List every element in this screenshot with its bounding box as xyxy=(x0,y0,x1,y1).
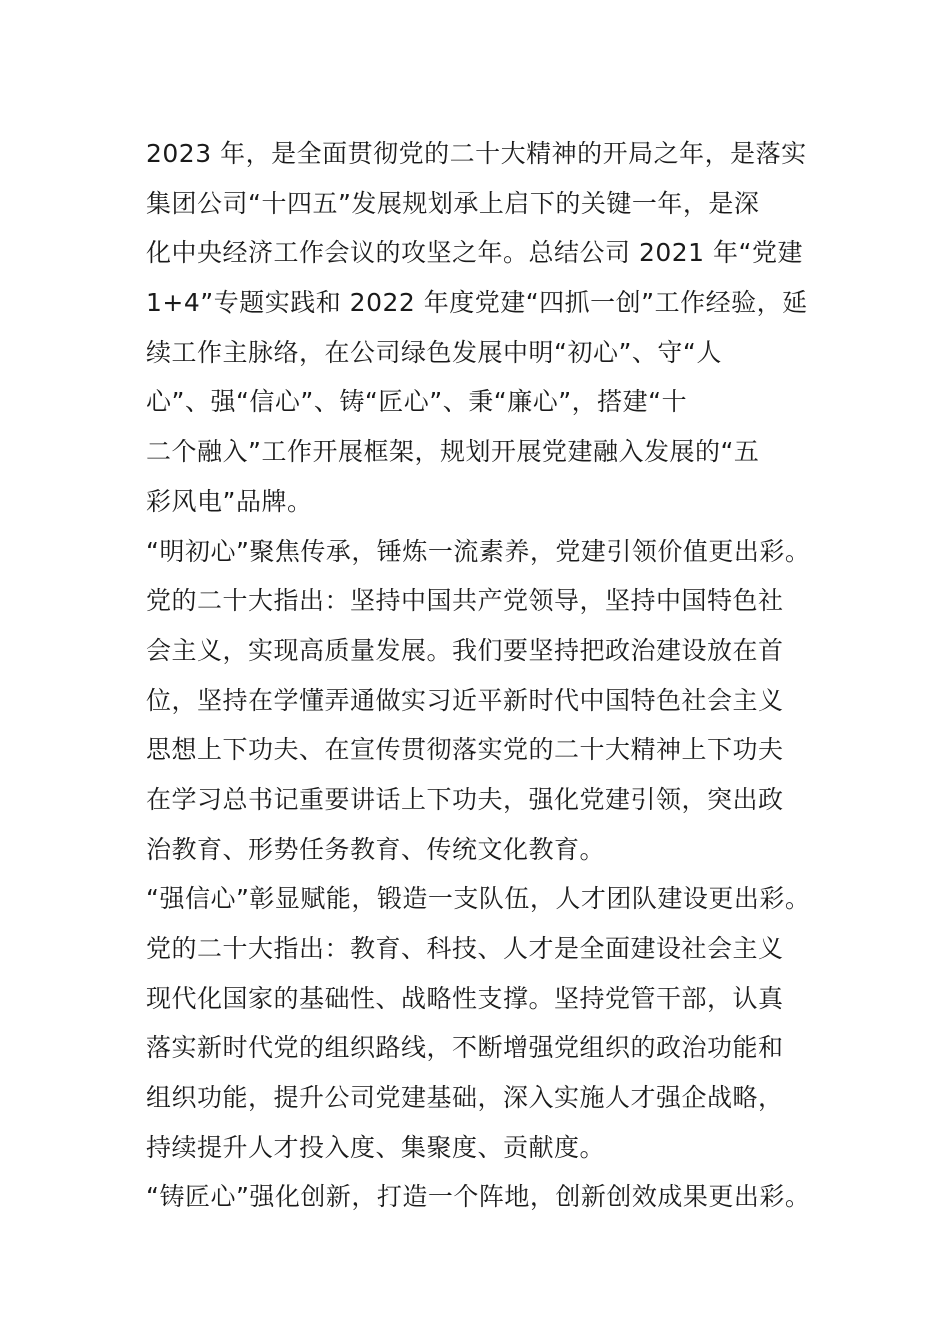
text-line: 组织功能，提升公司党建基础，深入实施人才强企战略， xyxy=(146,1083,784,1113)
section-heading-line: “铸匠心”强化创新，打造一个阵地，创新创效成果更出彩。 xyxy=(146,1182,811,1212)
text-line: 二个融入”工作开展框架，规划开展党建融入发展的“五 xyxy=(146,437,760,467)
text-line: 集团公司“十四五”发展规划承上启下的关键一年，是深 xyxy=(146,188,760,218)
text-line: 会主义，实现高质量发展。我们要坚持把政治建设放在首 xyxy=(146,635,784,665)
text-line: 1+4”专题实践和 2022 年度党建“四抓一创”工作经验，延 xyxy=(146,288,808,318)
text-line: 化中央经济工作会议的攻坚之年。总结公司 2021 年“党建 xyxy=(146,238,803,268)
text-line: 位，坚持在学懂弄通做实习近平新时代中国特色社会主义 xyxy=(146,685,784,715)
body-text xyxy=(146,129,866,1222)
text-line: 续工作主脉络，在公司绿色发展中明“初心”、守“人 xyxy=(146,337,722,367)
section-heading-line: “明初心”聚焦传承，锤炼一流素养，党建引领价值更出彩。 xyxy=(146,536,811,566)
text-line: 党的二十大指出：坚持中国共产党领导，坚持中国特色社 xyxy=(146,586,784,616)
text-line: 心”、强“信心”、铸“匠心”、秉“廉心”，搭建“十 xyxy=(146,387,688,417)
text-line: 持续提升人才投入度、集聚度、贡献度。 xyxy=(146,1132,606,1162)
text-line: 在学习总书记重要讲话上下功夫，强化党建引领，突出政 xyxy=(146,784,784,814)
text-line: 彩风电”品牌。 xyxy=(146,486,313,516)
text-line: 党的二十大指出：教育、科技、人才是全面建设社会主义 xyxy=(146,934,784,963)
section-heading-line: “强信心”彰显赋能，锻造一支队伍，人才团队建设更出彩。 xyxy=(146,884,811,914)
text-line: 2023 年，是全面贯彻党的二十大精神的开局之年，是落实 xyxy=(146,139,807,168)
text-line: 治教育、形势任务教育、传统文化教育。 xyxy=(146,834,606,864)
text-line: 思想上下功夫、在宣传贯彻落实党的二十大精神上下功夫 xyxy=(146,735,784,765)
text-line: 落实新时代党的组织路线，不断增强党组织的政治功能和 xyxy=(146,1033,784,1063)
text-line: 现代化国家的基础性、战略性支撑。坚持党管干部，认真 xyxy=(146,983,784,1013)
